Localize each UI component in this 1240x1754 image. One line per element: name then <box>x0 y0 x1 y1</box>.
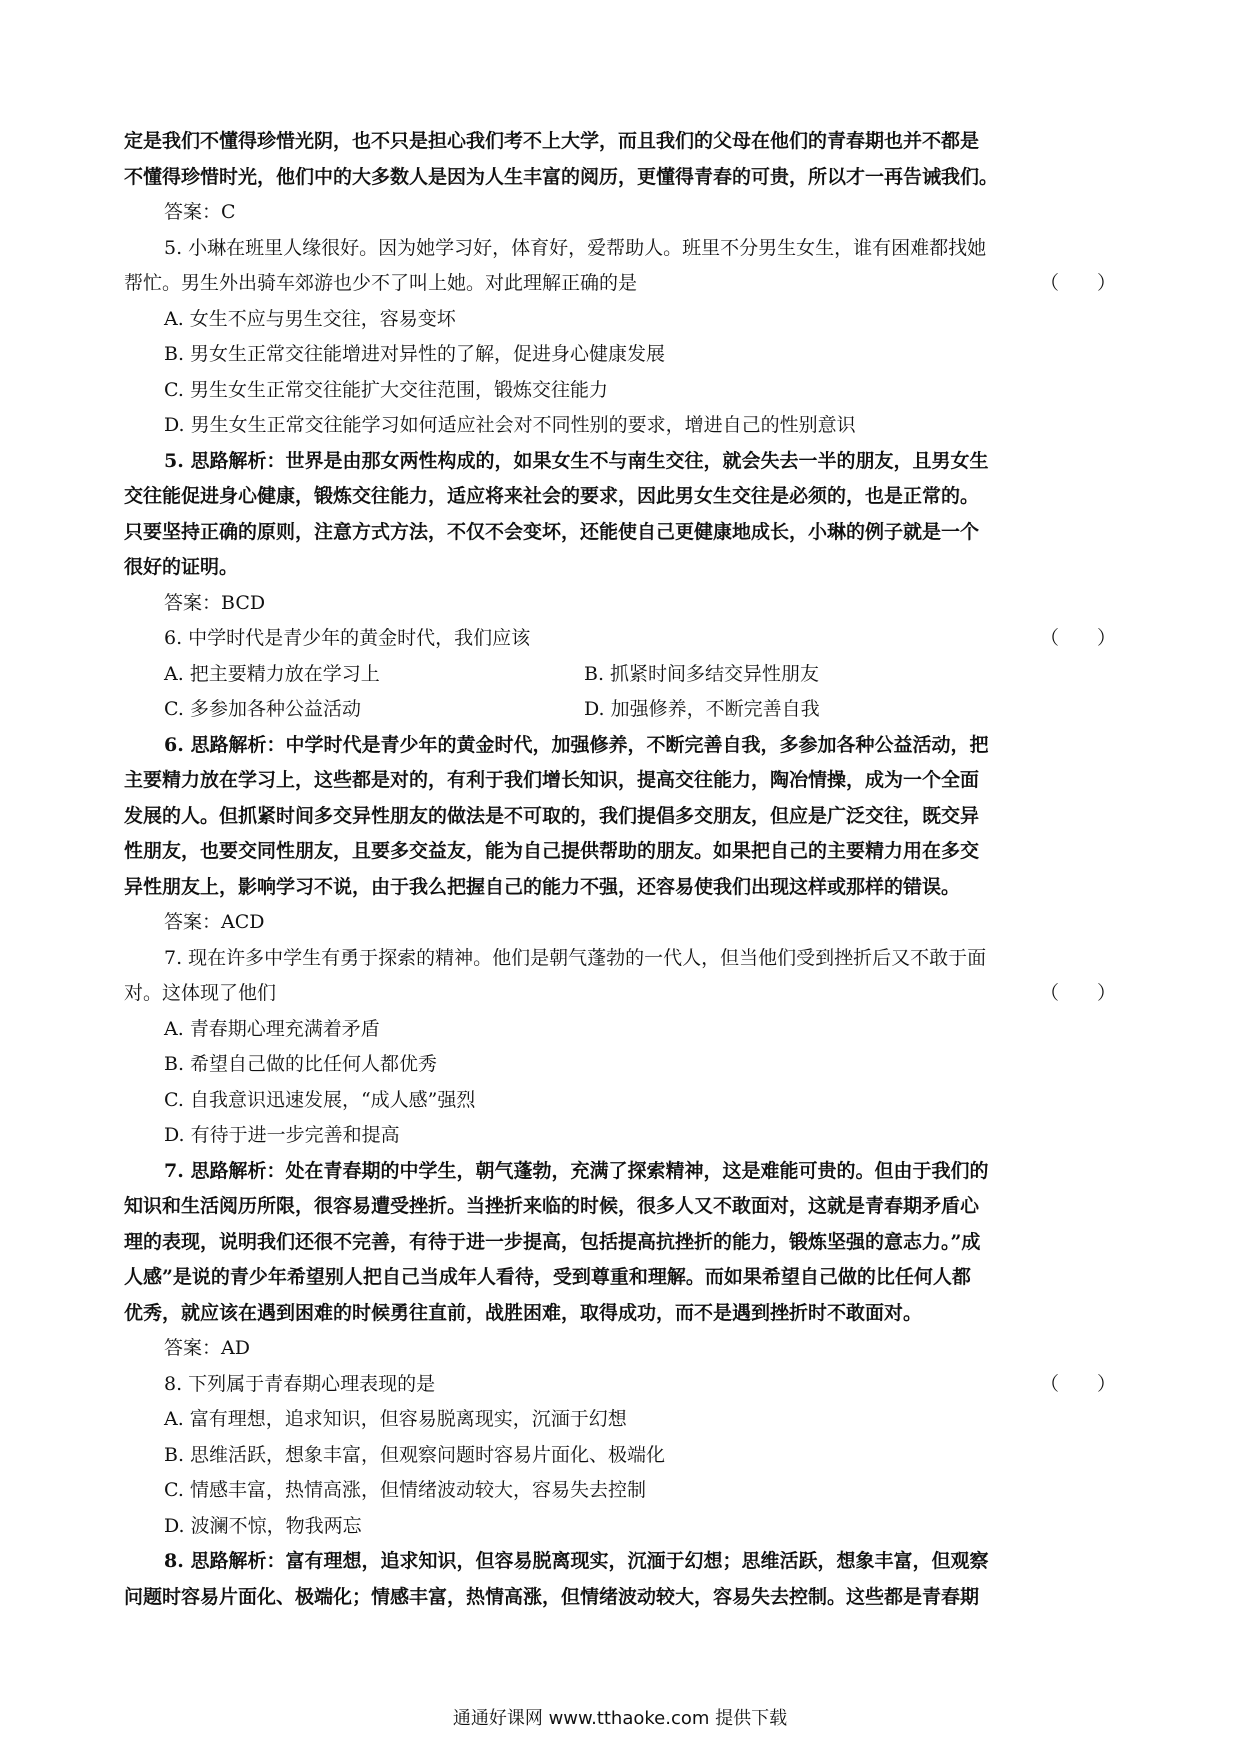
explanation-line <box>124 1189 1116 1225</box>
answer-option-line <box>124 692 1116 728</box>
explanation-line <box>124 834 1116 870</box>
line-text: C. 男生女生正常交往能扩大交往范围，锻炼交往能力 <box>164 378 608 401</box>
line-text: 答案：C <box>164 201 236 223</box>
line-text: A. 富有理想，追求知识，但容易脱离现实，沉湎于幻想 <box>164 1408 627 1430</box>
answer-option-line <box>124 1402 1116 1438</box>
line-text: B. 希望自己做的比任何人都优秀 <box>164 1053 438 1075</box>
explanation-line <box>124 515 1116 551</box>
text-line <box>124 231 1116 267</box>
explanation-line <box>124 1154 1116 1190</box>
answer-option-line <box>124 1012 1116 1048</box>
line-text: 6. 思路解析：中学时代是青少年的黄金时代，加强修养，不断完善自我，多参加各种公益活动，把 <box>164 733 989 756</box>
line-text: 帮忙。男生外出骑车郊游也少不了叫上她。对此理解正确的是 <box>124 272 638 294</box>
answer-option-line <box>124 1509 1116 1545</box>
line-text: 交往能促进身心健康，锻炼交往能力，适应将来社会的要求，因此男女生交往是必须的，也是正常的。 <box>124 485 980 507</box>
explanation-line <box>124 479 1116 515</box>
line-text: 问题时容易片面化、极端化；情感丰富，热情高涨，但情绪波动较大，容易失去控制。这些都是青春期 <box>124 1585 980 1608</box>
line-text: C. 情感丰富，热情高涨，但情绪波动较大，容易失去控制 <box>164 1479 646 1501</box>
text-line <box>124 976 1116 1012</box>
answer-option: A. 把主要精力放在学习上 <box>164 662 380 685</box>
answer-blank: （ ） <box>1039 1372 1116 1395</box>
line-text: 发展的人。但抓紧时间多交异性朋友的做法是不可取的，我们提倡多交朋友，但应是广泛交往，既交异 <box>124 804 980 827</box>
page-footer: 通通好课网 www.tthaoke.com 提供下载 <box>452 1708 788 1729</box>
line-text: 优秀，就应该在遇到困难的时候勇往直前，战胜困难，取得成功，而不是遇到挫折时不敢面对。 <box>124 1301 923 1324</box>
text-line <box>124 1367 1116 1403</box>
line-text: 知识和生活阅历所限，很容易遭受挫折。当挫折来临的时候，很多人又不敢面对，这就是青春期矛盾心 <box>124 1195 980 1217</box>
line-text: 答案：ACD <box>164 911 265 933</box>
explanation-line <box>124 799 1116 835</box>
line-text: 5. 小琳在班里人缘很好。因为她学习好，体育好，爱帮助人。班里不分男生女生，谁有困难都找她 <box>164 236 987 259</box>
line-text: 对。这体现了他们 <box>124 982 277 1004</box>
answer-option-line <box>124 302 1116 338</box>
explanation-line <box>124 1296 1116 1332</box>
explanation-line <box>124 1260 1116 1296</box>
answer-option-line <box>124 1118 1116 1154</box>
answer-blank: （ ） <box>1039 982 1116 1004</box>
line-text: B. 男女生正常交往能增进对异性的了解，促进身心健康发展 <box>164 343 666 365</box>
text-line <box>124 941 1116 977</box>
line-text: 主要精力放在学习上，这些都是对的，有利于我们增长知识，提高交往能力，陶冶情操，成为一个全面 <box>124 769 980 791</box>
answer-option: C. 多参加各种公益活动 <box>164 698 361 720</box>
explanation-line <box>124 1225 1116 1261</box>
line-text: 很好的证明。 <box>124 556 239 578</box>
line-text: D. 波澜不惊，物我两忘 <box>164 1514 362 1537</box>
line-text: 人感”是说的青少年希望别人把自己当成年人看待，受到尊重和理解。而如果希望自己做的比任何人都 <box>124 1266 971 1288</box>
answer-option: D. 加强修养，不断完善自我 <box>584 698 820 720</box>
line-text: D. 有待于进一步完善和提高 <box>164 1124 400 1146</box>
text-line <box>124 586 1116 622</box>
line-text: 5. 思路解析：世界是由那女两性构成的，如果女生不与南生交往，就会失去一半的朋友，且男女生 <box>164 449 989 472</box>
explanation-line <box>124 160 1116 196</box>
line-text: 7. 现在许多中学生有勇于探索的精神。他们是朝气蓬勃的一代人，但当他们受到挫折后又不敢于面 <box>164 946 987 969</box>
explanation-line <box>124 728 1116 764</box>
line-text: 6. 中学时代是青少年的黄金时代，我们应该 <box>164 627 531 649</box>
line-text: 不懂得珍惜时光，他们中的大多数人是因为人生丰富的阅历，更懂得青春的可贵，所以才一再告诫我们。 <box>124 165 999 188</box>
line-text: 性朋友，也要交同性朋友，且要多交益友，能为自己提供帮助的朋友。如果把自己的主要精力用在多交 <box>124 840 980 862</box>
line-text: 答案：BCD <box>164 591 266 614</box>
line-text: B. 思维活跃，想象丰富，但观察问题时容易片面化、极端化 <box>164 1443 666 1466</box>
line-text: D. 男生女生正常交往能学习如何适应社会对不同性别的要求，增进自己的性别意识 <box>164 414 856 436</box>
line-text: 异性朋友上，影响学习不说，由于我么把握自己的能力不强，还容易使我们出现这样或那样的错误。 <box>124 875 961 898</box>
answer-option-line <box>124 1438 1116 1474</box>
line-text: A. 青春期心理充满着矛盾 <box>164 1017 380 1040</box>
line-text: 定是我们不懂得珍惜光阴，也不只是担心我们考不上大学，而且我们的父母在他们的青春期也并不都是 <box>124 130 980 152</box>
text-line <box>124 1331 1116 1367</box>
explanation-line <box>124 550 1116 586</box>
explanation-line <box>124 763 1116 799</box>
answer-option-line <box>124 1047 1116 1083</box>
answer-option-line <box>124 408 1116 444</box>
answer-option-line <box>124 373 1116 409</box>
text-line <box>124 195 1116 231</box>
line-text: 8. 下列属于青春期心理表现的是 <box>164 1372 436 1395</box>
line-text: 8. 思路解析：富有理想，追求知识，但容易脱离现实，沉湎于幻想；思维活跃，想象丰富，但观察 <box>164 1550 989 1572</box>
text-line <box>124 905 1116 941</box>
line-text: 只要坚持正确的原则，注意方式方法，不仅不会变坏，还能使自己更健康地成长，小琳的例子就是一个 <box>124 520 980 543</box>
explanation-line <box>124 870 1116 906</box>
explanation-line <box>124 444 1116 480</box>
explanation-line <box>124 1544 1116 1580</box>
line-text: 答案：AD <box>164 1337 250 1359</box>
line-text: A. 女生不应与男生交往，容易变坏 <box>164 307 456 330</box>
line-text: C. 自我意识迅速发展，“成人感”强烈 <box>164 1088 476 1111</box>
document-body <box>124 124 1116 1615</box>
answer-option-line <box>124 1083 1116 1119</box>
answer-option-line <box>124 1473 1116 1509</box>
line-text: 7. 思路解析：处在青春期的中学生，朝气蓬勃，充满了探索精神，这是难能可贵的。但由于我们的 <box>164 1159 989 1182</box>
line-text: 理的表现，说明我们还很不完善，有待于进一步提高，包括提高抗挫折的能力，锻炼坚强的意志力。”成 <box>124 1230 981 1253</box>
answer-option-line <box>124 337 1116 373</box>
explanation-line <box>124 124 1116 160</box>
answer-blank: （ ） <box>1039 627 1116 649</box>
text-line <box>124 266 1116 302</box>
answer-option-line <box>124 657 1116 693</box>
explanation-line <box>124 1580 1116 1616</box>
answer-blank: （ ） <box>1039 272 1116 294</box>
text-line <box>124 621 1116 657</box>
answer-option: B. 抓紧时间多结交异性朋友 <box>584 662 820 685</box>
